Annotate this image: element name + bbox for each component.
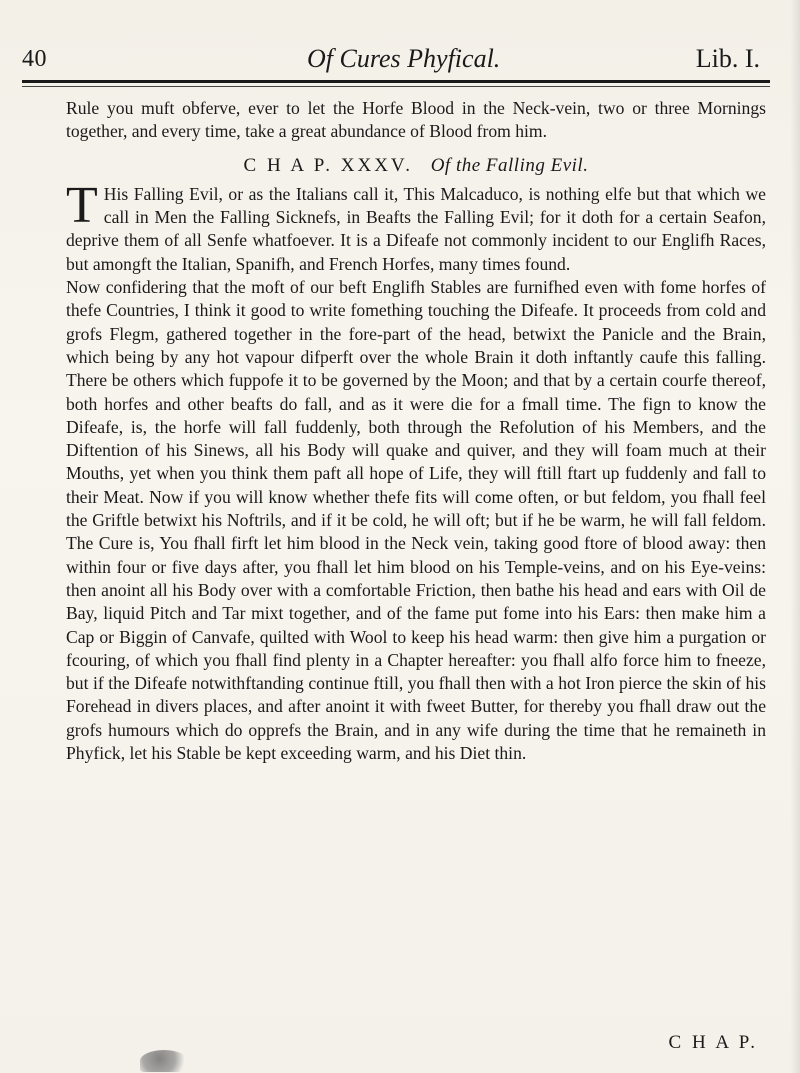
catchword: C H A P.: [668, 1032, 758, 1053]
paragraph-rule: Rule you muft obferve, ever to let the Horfe Blood in the Neck-vein, two or three Mornings together, and every time, take a great abundance of Blood from him.: [66, 98, 766, 142]
page-header: [22, 40, 770, 74]
book-reference: Lib. I.: [695, 44, 760, 73]
paragraph-falling-evil-text: His Falling Evil, or as the Italians call it, This Malcaduco, is nothing elfe but that which we call in Men the Falling Sicknefs, in Beafts the Falling Evil; for it doth for a certain Seafon, deprive them of all Senfe whatfoever. It is a Difeafe not commonly incident to our Englifh Races, but amongft the Italian, Spanifh, and French Horfes, many times found.: [66, 183, 766, 274]
page-edge-shadow: [790, 0, 800, 1073]
paragraph-considering: Now confidering that the moft of our beft Englifh Stables are furnifhed even with fome horfes of thefe Countries, I think it good to write fomething touching the Difeafe. It proceeds from cold and grofs Flegm, gathered together in the fore-part of the head, betwixt the Panicle and the Brain, which being by any hot vapour difperft over the whole Brain it doth inftantly caufe this falling. There be others which fuppofe it to be governed by the Moon; and that by a certain courfe thereof, both horfes and other beafts do fall, and as it were die for a fmall time. The fign to know the Difeafe, is, the horfe will fall fuddenly, both through the Refolution of his Members, and the Diftention of his Sinews, all his Body will quake and quiver, and they will foam much at their Mouths, yet when you think them paft all hope of Life, they will ftill ftart up fuddenly and fall to their Meat. Now if you will know whether thefe fits will come often, or but feldom, you fhall feel the Griftle betwixt his Noftrils, and if it be cold, he will oft; but if he be warm, he will fall feldom. The Cure is, You fhall firft let him blood in the Neck vein, taking good ftore of blood away: then within four or five days after, you fhall let him blood on his Temple-veins, and on his Eye-veins: then anoint all his Body over with a comfortable Friction, then bathe his head and ears with Oil de Bay, liquid Pitch and Tar mixt together, and of the fame put fome into his Ears: then make him a Cap or Biggin of Canvafe, quilted with Wool to keep his head warm: then give him a purgation or fcouring, of which you fhall find plenty in a Chapter hereafter: you fhall alfo force him to fneeze, but if the Difeafe notwithftanding continue ftill, you fhall then with a hot Iron pierce the skin of his Forehead in divers places, and after anoint it with fweet Butter, for thereby you fhall draw out the grofs humours which do opprefs the Brain, and in any wife during the time that he remaineth in Phyfick, let his Stable be kept exceeding warm, and his Diet thin.: [66, 277, 766, 764]
page-number: 40: [22, 46, 47, 72]
chapter-heading: [66, 154, 766, 177]
chapter-subtitle: Of the Falling Evil.: [430, 154, 589, 176]
header-rule: [22, 80, 770, 83]
chapter-number: C H A P. XXXV.: [243, 154, 413, 176]
running-title: Of Cures Phyfical.: [307, 44, 501, 73]
drop-cap: T: [66, 176, 98, 234]
header-rule-thin: [22, 86, 770, 87]
paragraph-falling-evil: [66, 176, 766, 276]
body-text: [66, 97, 766, 765]
ink-blot: [140, 1050, 188, 1072]
